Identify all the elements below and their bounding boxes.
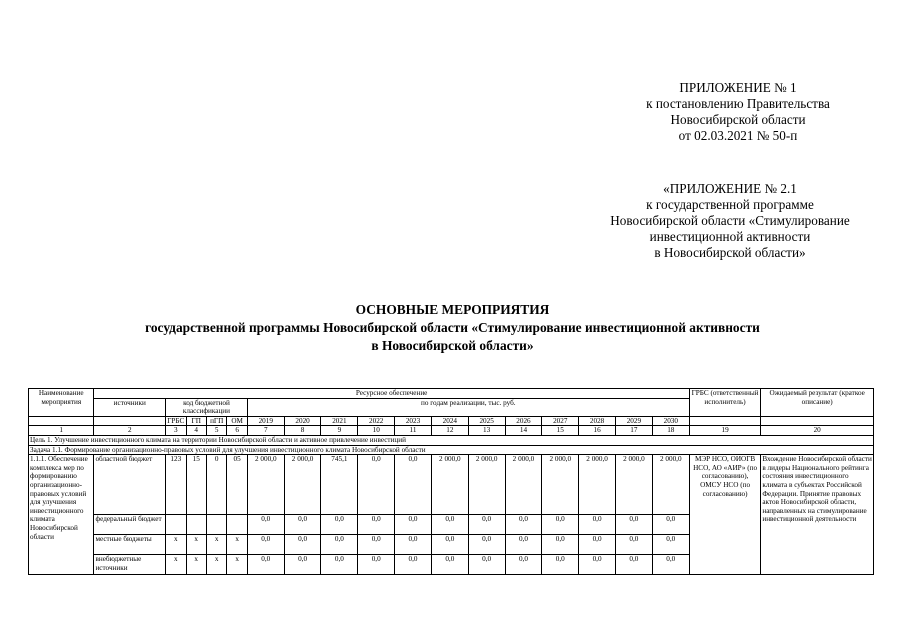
header-year: 2028: [579, 416, 616, 426]
value-cell: 0,0: [579, 535, 616, 555]
header-year: 2027: [542, 416, 579, 426]
header-year: 2022: [358, 416, 395, 426]
annex-1-line: от 02.03.2021 № 50-п: [678, 128, 798, 143]
annex-1-header: [600, 80, 876, 144]
header-years-group: по годам реализации, тыс. руб.: [247, 398, 689, 416]
code-cell: 123: [166, 455, 186, 515]
header-year: 2023: [395, 416, 432, 426]
header-executor: ГРБС (ответственный исполнитель): [689, 389, 761, 417]
header-expected-result: Ожидаемый результат (краткое описание): [761, 389, 874, 417]
document-subtitle: в Новосибирской области»: [371, 338, 534, 353]
code-cell: х: [206, 555, 226, 575]
header-code-gp: ГП: [186, 416, 206, 426]
value-cell: 0,0: [321, 535, 358, 555]
value-cell: 2 000,0: [615, 455, 652, 515]
value-cell: 0,0: [468, 555, 505, 575]
value-cell: 0,0: [505, 515, 542, 535]
column-number: 11: [395, 426, 432, 436]
value-cell: 0,0: [652, 515, 689, 535]
header-year: 2024: [431, 416, 468, 426]
value-cell: 0,0: [431, 515, 468, 535]
header-activity-name: Наименование мероприятия: [29, 389, 94, 417]
header-year: 2020: [284, 416, 321, 426]
value-cell: 0,0: [579, 555, 616, 575]
value-cell: 0,0: [542, 555, 579, 575]
header-blank: [29, 416, 94, 426]
value-cell: 0,0: [542, 515, 579, 535]
activity-name: 1.1.1. Обеспечение комплекса мер по формированию организационно-правовых условий для улучшения инвестиционного климата Новосибирской области: [29, 455, 94, 575]
header-year: 2026: [505, 416, 542, 426]
code-cell: [166, 515, 186, 535]
value-cell: 2 000,0: [542, 455, 579, 515]
header-year: 2025: [468, 416, 505, 426]
annex-1-line: Новосибирской области: [670, 112, 806, 127]
value-cell: 0,0: [505, 555, 542, 575]
value-cell: 0,0: [395, 455, 432, 515]
value-cell: 0,0: [652, 555, 689, 575]
value-cell: 0,0: [358, 455, 395, 515]
column-number: 7: [247, 426, 284, 436]
value-cell: 0,0: [615, 555, 652, 575]
value-cell: 0,0: [542, 535, 579, 555]
executor-cell: МЭР НСО, ОИОГВ НСО, АО «АИР» (по согласованию), ОМСУ НСО (по согласованию): [689, 455, 761, 575]
header-blank: [689, 416, 761, 426]
activities-table: [28, 388, 874, 575]
annex-2-line: «ПРИЛОЖЕНИЕ № 2.1: [663, 181, 797, 196]
code-cell: х: [227, 535, 247, 555]
code-cell: 15: [186, 455, 206, 515]
header-code-om: ОМ: [227, 416, 247, 426]
value-cell: 0,0: [358, 555, 395, 575]
column-number: 5: [206, 426, 226, 436]
annex-1-line: ПРИЛОЖЕНИЕ № 1: [679, 80, 797, 95]
source-name: внебюджетные источники: [94, 555, 166, 575]
code-cell: [186, 515, 206, 535]
value-cell: 0,0: [358, 515, 395, 535]
value-cell: 0,0: [284, 555, 321, 575]
value-cell: 0,0: [468, 515, 505, 535]
value-cell: 2 000,0: [579, 455, 616, 515]
header-blank: [94, 416, 166, 426]
column-number: 9: [321, 426, 358, 436]
header-sources: источники: [94, 398, 166, 416]
code-cell: [227, 515, 247, 535]
code-cell: х: [186, 555, 206, 575]
value-cell: 2 000,0: [468, 455, 505, 515]
value-cell: 2 000,0: [652, 455, 689, 515]
source-name: федеральный бюджет: [94, 515, 166, 535]
code-cell: [206, 515, 226, 535]
value-cell: 2 000,0: [431, 455, 468, 515]
value-cell: 0,0: [247, 555, 284, 575]
value-cell: 0,0: [468, 535, 505, 555]
header-year: 2019: [247, 416, 284, 426]
document-title: ОСНОВНЫЕ МЕРОПРИЯТИЯ: [355, 302, 550, 317]
value-cell: 0,0: [579, 515, 616, 535]
column-number: 18: [652, 426, 689, 436]
header-year: 2030: [652, 416, 689, 426]
column-number: 13: [468, 426, 505, 436]
value-cell: 0,0: [395, 535, 432, 555]
code-cell: х: [186, 535, 206, 555]
column-number: 16: [579, 426, 616, 436]
value-cell: 0,0: [247, 535, 284, 555]
value-cell: 2 000,0: [284, 455, 321, 515]
value-cell: 0,0: [284, 515, 321, 535]
code-cell: х: [166, 535, 186, 555]
code-cell: 0: [206, 455, 226, 515]
column-number: 15: [542, 426, 579, 436]
column-number: 14: [505, 426, 542, 436]
column-number: 4: [186, 426, 206, 436]
column-number: 1: [29, 426, 94, 436]
header-budget-code: код бюджетной классификации: [166, 398, 248, 416]
annex-2-line: инвестиционной активности: [649, 229, 811, 244]
value-cell: 2 000,0: [247, 455, 284, 515]
value-cell: 0,0: [321, 515, 358, 535]
header-code-pgp: пГП: [206, 416, 226, 426]
annex-2-line: к государственной программе: [646, 197, 814, 212]
document-subtitle: государственной программы Новосибирской области «Стимулирование инвестиционной активности: [145, 320, 760, 335]
column-number: 20: [761, 426, 874, 436]
value-cell: 0,0: [431, 535, 468, 555]
value-cell: 745,1: [321, 455, 358, 515]
goal-row: Цель 1. Улучшение инвестиционного климата на территории Новосибирской области и активное привлечение инвестиций: [29, 435, 874, 445]
annex-2-1-header: [582, 181, 878, 261]
column-number: 6: [227, 426, 247, 436]
value-cell: 0,0: [652, 535, 689, 555]
header-code-grbs: ГРБС: [167, 416, 185, 425]
value-cell: 0,0: [395, 515, 432, 535]
value-cell: 0,0: [358, 535, 395, 555]
code-cell: х: [227, 555, 247, 575]
source-name: областной бюджет: [94, 455, 166, 515]
code-cell: х: [166, 555, 186, 575]
column-number: 17: [615, 426, 652, 436]
task-row: Задача 1.1. Формирование организационно-правовых условий для улучшения инвестиционного климата Новосибирской области: [29, 445, 874, 455]
header-blank: [761, 416, 874, 426]
header-resources: Ресурсное обеспечение: [94, 389, 689, 399]
value-cell: 0,0: [321, 555, 358, 575]
column-number: 12: [431, 426, 468, 436]
value-cell: 0,0: [247, 515, 284, 535]
annex-1-line: к постановлению Правительства: [646, 96, 830, 111]
column-number: 8: [284, 426, 321, 436]
header-year: 2021: [321, 416, 358, 426]
annex-2-line: Новосибирской области «Стимулирование: [610, 213, 850, 228]
annex-2-line: в Новосибирской области»: [654, 245, 806, 260]
value-cell: 0,0: [284, 535, 321, 555]
column-number: 19: [689, 426, 761, 436]
value-cell: 0,0: [505, 535, 542, 555]
source-name: местные бюджеты: [94, 535, 166, 555]
column-number: 3: [166, 426, 186, 436]
code-cell: х: [206, 535, 226, 555]
value-cell: 0,0: [395, 555, 432, 575]
value-cell: 0,0: [615, 535, 652, 555]
value-cell: 0,0: [615, 515, 652, 535]
column-number: 10: [358, 426, 395, 436]
header-year: 2029: [615, 416, 652, 426]
value-cell: 2 000,0: [505, 455, 542, 515]
value-cell: 0,0: [431, 555, 468, 575]
code-cell: 05: [227, 455, 247, 515]
expected-result-cell: Вхождение Новосибирской области в лидеры Национального рейтинга состояния инвестиционного климата в субъектах Российской Федерации. Принятие правовых актов Новосибирской области, направленных на стимулирование инвестиционной деятельности: [761, 455, 874, 575]
column-number: 2: [94, 426, 166, 436]
